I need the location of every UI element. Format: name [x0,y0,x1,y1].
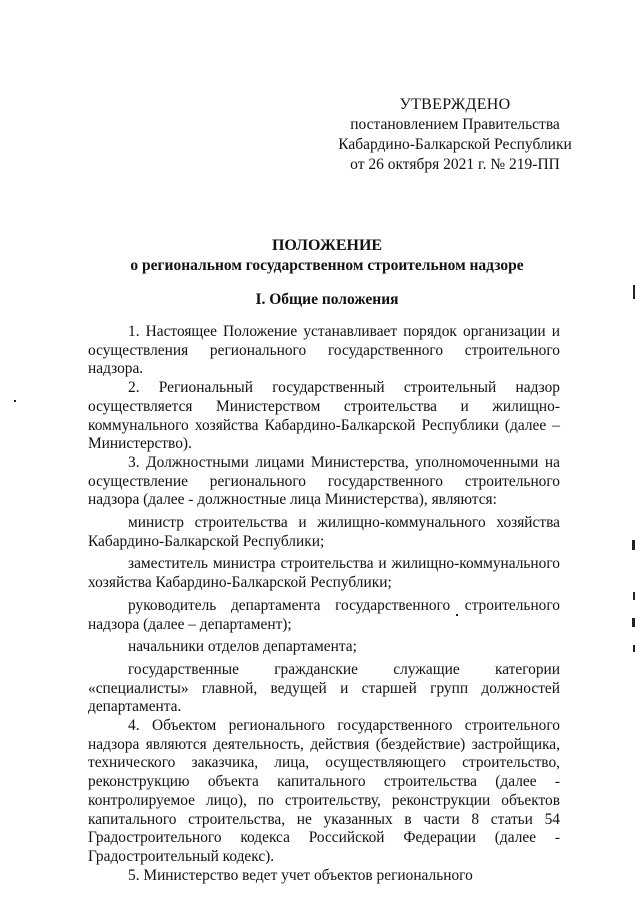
scan-mark [633,645,635,652]
paragraph-2: 2. Региональный государственный строительный надзор осуществляется Министерством строительства и жилищно-коммунального хозяйства Кабардино-Балкарской Республики (далее – Министерство). [88,379,560,453]
document-title: ПОЛОЖЕНИЕ [271,237,383,254]
document-body [88,323,560,885]
list-item-department-head: руководитель департамента государственного строительного надзора (далее – департамент); [88,596,560,633]
scan-mark [632,618,635,627]
scan-mark [456,614,458,616]
scan-mark [633,592,635,600]
scan-mark [633,285,635,299]
approval-line-republic: Кабардино-Балкарской Республики [338,136,572,153]
section-heading: I. Общие положения [255,291,399,308]
scan-mark [632,540,635,550]
list-item-minister: министр строительства и жилищно-коммунального хозяйства Кабардино-Балкарской Республики; [88,514,560,550]
paragraph-1: 1. Настоящее Положение устанавливает порядок организации и осуществления регионального государственного строительного надзора. [88,323,560,378]
paragraph-3: 3. Должностными лицами Министерства, уполномоченными на осуществление регионального государственного строительного надзора (далее - должностные лица Министерства), являются: [88,453,560,509]
paragraph-4: 4. Объектом регионального государственного строительного надзора являются деятельность, действия (бездействие) застройщика, технического заказчика, лица, осуществляющего строительство, реконструкцию объекта капитального строительства (далее - контролируемое лицо), по строительству, реконструкции объектов капитального строительства, не указанных в части 8 статьи 54 Градостроительного кодекса Российской Федерации (далее - Градостроительный кодекс). [88,717,560,865]
document-subtitle: о региональном государственном строительном надзоре [130,257,524,274]
approval-line-date: от 26 октября 2021 г. № 219-ПП [350,156,560,173]
approval-heading: УТВЕРЖДЕНО [399,96,511,113]
scan-mark [14,400,16,402]
list-item-deputy-minister: заместитель министра строительства и жилищно-коммунального хозяйства Кабардино-Балкарской Республики; [88,555,560,592]
list-item-civil-servants: государственные гражданские служащие категории «специалисты» главной, ведущей и старшей групп должностей департамента. [88,660,560,716]
paragraph-5: 5. Министерство ведет учет объектов регионального [128,866,473,884]
approval-line-decree: постановлением Правительства [350,116,560,133]
approval-stamp [330,95,580,175]
list-item-division-heads: начальники отделов департамента; [128,638,357,656]
